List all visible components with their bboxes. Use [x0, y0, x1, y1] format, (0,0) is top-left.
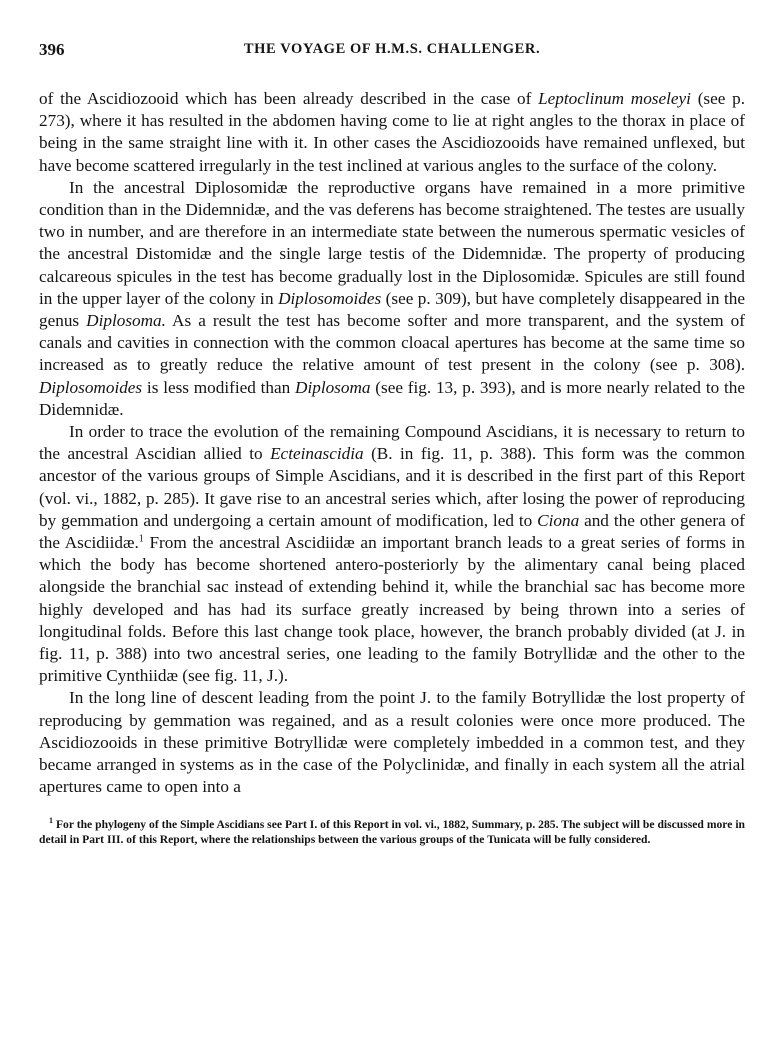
paragraph-1: [39, 88, 745, 177]
body-text: [39, 88, 745, 799]
text-span: is less modified than: [142, 377, 296, 397]
genus-name: Ciona: [537, 510, 580, 530]
genus-name: Diplosomoides: [278, 288, 382, 308]
page-header: [39, 40, 745, 68]
text-span: (see p. 273), where it has resulted in the abdomen having come to lie at right angles to the thorax in place of being in the same straight line with it. In other cases the Ascidiozooids have remained unflexed, but have become scattered irregularly in the test inclined at various angles to the surface of the colony.: [39, 89, 746, 175]
genus-name: Diplosoma.: [86, 311, 166, 331]
text-span: and the other genera of the Ascidiidæ.: [39, 510, 745, 553]
text-span: As a result the test has become softer and more transparent, and the system of canals and cavities in connection with the common cloacal apertures has become at the same time so increased as to greatly reduce the relative amount of test present in the colony (see p. 308).: [39, 311, 745, 375]
text-span: In the long line of descent leading from the point J. to the family Botryllidæ the lost property of reproducing by gemmation was regained, and as a result colonies were once more produced. The Ascidiozooids in these primitive Botryllidæ were completely imbedded in a common test, and they became arranged in systems as in the case of the Polyclinidæ, and finally in each system all the atrial apertures came to open into a: [39, 688, 745, 797]
footnote-mark: 1: [49, 815, 53, 825]
page-number: 396: [39, 40, 65, 59]
footnotes: [39, 817, 745, 848]
text-span: of the Ascidiozooid which has been already described in the case of: [39, 89, 539, 108]
footnote-1: [39, 817, 745, 848]
paragraph-3: [39, 421, 745, 687]
genus-name: Diplosoma: [295, 377, 371, 397]
text-span: In order to trace the evolution of the remaining Compound Ascidians, it is necessary to return to the ancestral Ascidian allied to: [39, 422, 745, 464]
text-span: (see p. 309), but have completely disappeared in the genus: [39, 288, 745, 331]
species-name: Leptoclinum moseleyi: [538, 89, 691, 108]
page: [39, 40, 745, 848]
footnote-reference[interactable]: 1: [138, 533, 144, 545]
paragraph-4: [39, 687, 745, 798]
text-span: (B. in fig. 11, p. 388). This form was the common ancestor of the various groups of Simple Ascidians, and it is described in the first part of this Report (vol. vi., 1882, p. 285). It gave rise to an ancestral series which, after losing the power of reproducing by gemmation and undergoing a certain amount of modification, led to: [39, 444, 745, 530]
genus-name: Ecteinascidia: [270, 444, 364, 464]
text-span: In the ancestral Diplosomidæ the reproductive organs have remained in a more primitive condition than in the Didemnidæ, and the vas deferens has become straightened. The testes are usually two in number, and are therefore in an intermediate state between the numerous spermatic vesicles of the ancestral Distomidæ and the single large testis of the Didemnidæ. The property of producing calcareous spicules in the test has become gradually lost in the Diplosomidæ. Spicules are still found in the upper layer of the colony in: [39, 177, 745, 308]
text-span: From the ancestral Ascidiidæ an important branch leads to a great series of forms in which the body has become shortened antero-posteriorly by the alimentary canal being placed alongside the branchial sac instead of extending behind it, while the branchial sac has become more highly developed and has had its surface greatly increased by being thrown into a series of longitudinal folds. Before this last change took place, however, the branch probably divided (at J. in fig. 11, p. 388) into two ancestral series, one leading to the family Botryllidæ and the other to the primitive Cynthiidæ (see fig. 11, J.).: [39, 533, 745, 686]
footnote-text: For the phylogeny of the Simple Ascidians see Part I. of this Report in vol. vi., 1882, Summary, p. 285. The subject will be discussed more in detail in Part III. of this Report, where the relationships between the various groups of the Tunicata will be fully considered.: [39, 817, 745, 846]
text-span: (see fig. 13, p. 393), and is more nearly related to the Didemnidæ.: [39, 377, 745, 419]
genus-name: Diplosomoides: [39, 377, 143, 397]
running-title: THE VOYAGE OF H.M.S. CHALLENGER.: [243, 41, 541, 57]
paragraph-2: [39, 177, 745, 421]
